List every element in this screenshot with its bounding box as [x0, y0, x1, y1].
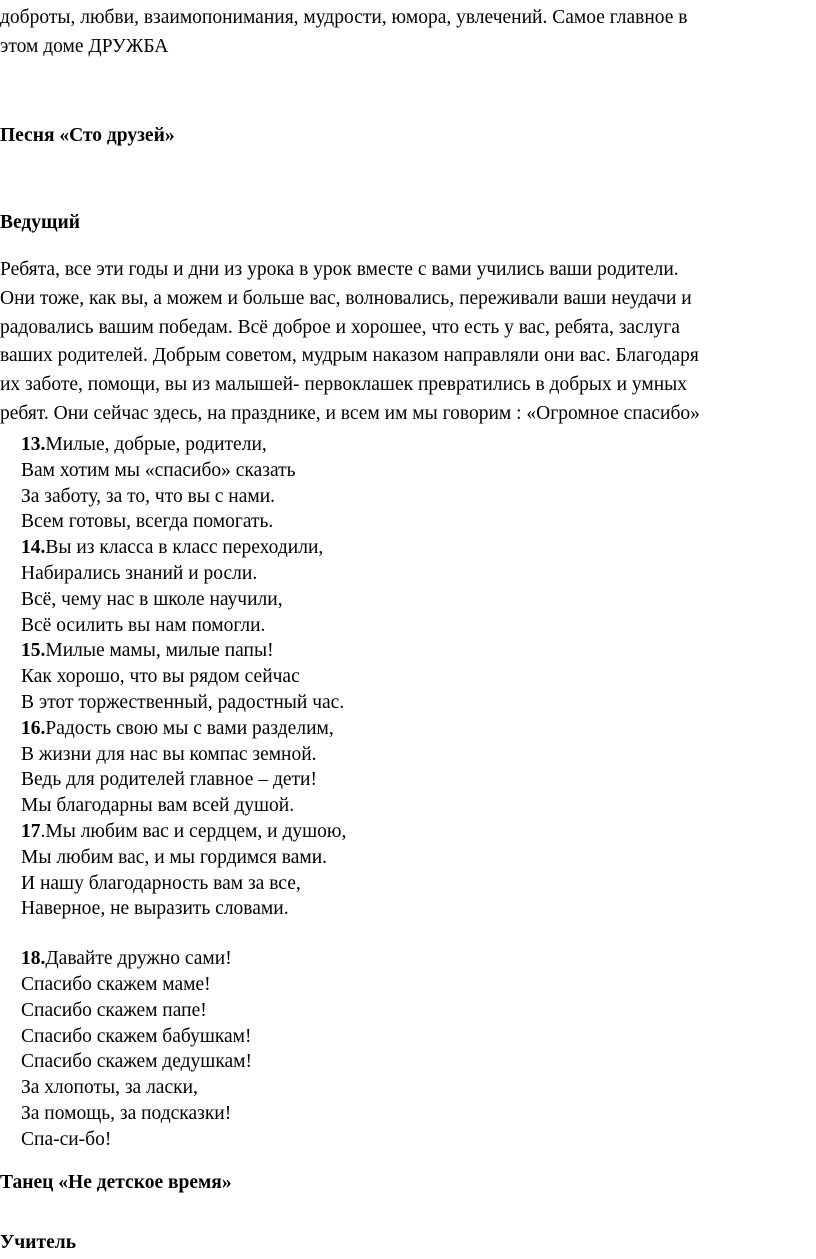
verse-line: И нашу благодарность вам за все, [21, 872, 301, 894]
verse-line: Ведь для родителей главное – дети! [21, 769, 317, 791]
verse-number: 13. [21, 434, 46, 455]
speech-line: их заботе, помощи, вы из малышей- первоклашек превратились в добрых и умных [0, 374, 688, 396]
verse-text: .Мы любим вас и сердцем, и душою, [40, 820, 347, 842]
verse-line: Спасибо скажем бабушкам! [21, 1025, 252, 1047]
verse-line: Всё, чему нас в школе научили, [21, 588, 283, 610]
verse-text: Радость свою мы с вами разделим, [45, 717, 334, 739]
host-heading: Ведущий [0, 212, 80, 233]
verse-line: В жизни для нас вы компас земной. [21, 743, 317, 765]
verse-line [21, 946, 346, 972]
poem-block [21, 432, 346, 1153]
verse-line: Мы благодарны вам всей душой. [21, 795, 295, 817]
verse-16 [21, 716, 346, 819]
verse-13 [21, 432, 346, 535]
verse-line: Спасибо скажем папе! [21, 999, 207, 1021]
verse-text: Давайте дружно сами! [45, 948, 232, 970]
verse-line: Набирались знаний и росли. [21, 562, 258, 584]
speech-line: Ребята, все эти годы и дни из урока в урок вместе с вами учились ваши родители. [0, 259, 679, 280]
verse-number: 14. [21, 537, 46, 559]
verse-line [21, 638, 346, 664]
host-speech-paragraph [0, 256, 816, 429]
verse-line [21, 432, 346, 458]
verse-line: Вам хотим мы «спасибо» сказать [21, 459, 296, 481]
song-heading: Песня «Сто друзей» [0, 125, 175, 146]
verse-line: Всё осилить вы нам помогли. [21, 614, 266, 636]
speech-line: ваших родителей. Добрым советом, мудрым наказом направляли они вас. Благодаря [0, 345, 699, 367]
verse-18 [21, 946, 346, 1152]
dance-heading: Танец «Не детское время» [0, 1172, 232, 1193]
speech-line: радовались вашим победам. Всё доброе и хорошее, что есть у вас, ребята, заслуга [0, 316, 680, 338]
verse-line: В этот торжественный, радостный час. [21, 691, 345, 713]
verse-line: За помощь, за подсказки! [21, 1102, 232, 1124]
verse-text: Вы из класса в класс переходили, [45, 537, 324, 559]
verse-line [21, 535, 346, 561]
verse-line: Мы любим вас, и мы гордимся вами. [21, 846, 328, 868]
verse-number: 17 [21, 820, 41, 842]
verse-line [21, 819, 346, 845]
verse-line: Наверное, не выразить словами. [21, 898, 289, 920]
verse-line [21, 716, 346, 742]
verse-line: Спасибо скажем дедушкам! [21, 1051, 252, 1073]
intro-line: доброты, любви, взаимопонимания, мудрости, юмора, увлечений. Самое главное в [0, 7, 688, 28]
speech-line: Они тоже, как вы, а можем и больше вас, волновались, переживали ваши неудачи и [0, 287, 692, 309]
verse-line: За хлопоты, за ласки, [21, 1077, 198, 1099]
teacher-heading: Учитель [0, 1232, 77, 1253]
intro-paragraph [0, 4, 816, 61]
verse-number: 15. [21, 640, 46, 662]
verse-17 [21, 819, 346, 922]
verse-number: 18. [21, 948, 46, 970]
verse-text: Милые, добрые, родители, [45, 434, 267, 455]
intro-line: этом доме ДРУЖБА [0, 35, 169, 57]
verse-gap [21, 922, 346, 946]
verse-line: За заботу, за то, что вы с нами. [21, 485, 276, 507]
verse-number: 16. [21, 717, 46, 739]
verse-14 [21, 535, 346, 638]
verse-line: Всем готовы, всегда помогать. [21, 511, 274, 533]
verse-line: Спа-си-бо! [21, 1128, 112, 1150]
verse-line: Спасибо скажем маме! [21, 973, 211, 995]
speech-line: ребят. Они сейчас здесь, на празднике, и всем им мы говорим : «Огромное спасибо» [0, 402, 700, 424]
verse-15 [21, 638, 346, 715]
verse-line: Как хорошо, что вы рядом сейчас [21, 666, 300, 688]
verse-text: Милые мамы, милые папы! [45, 640, 274, 662]
